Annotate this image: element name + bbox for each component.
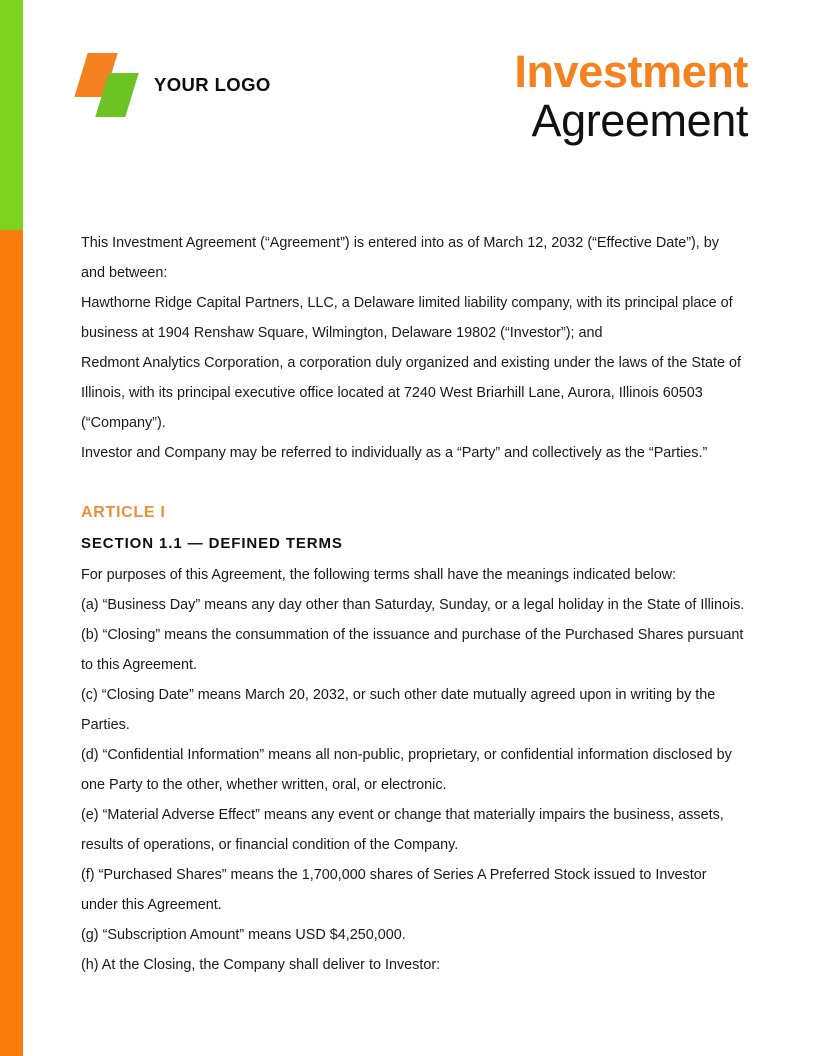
section-heading: SECTION 1.1 — DEFINED TERMS [81,535,343,552]
intro-paragraph: Investor and Company may be referred to individually as a “Party” and collectively as the “Parties.” [81,445,708,461]
sidebar-accent-stripe-green [0,0,23,230]
document-body [81,228,746,980]
logo-block [81,53,271,117]
article-heading: ARTICLE I [81,504,166,521]
intro-paragraph: Hawthorne Ridge Capital Partners, LLC, a Delaware limited liability company, with its principal place of business at 1904 Renshaw Square, Wilmington, Delaware 19802 (“Investor”); and [81,295,733,341]
sidebar-accent-stripe-orange [0,230,23,1056]
document-header [81,48,748,178]
definition-item: (e) “Material Adverse Effect” means any event or change that materially impairs the business, assets, results of operations, or financial condition of the Company. [81,807,724,853]
intro-paragraph: Redmont Analytics Corporation, a corporation duly organized and existing under the laws of the State of Illinois, with its principal executive office located at 7240 West Briarhill Lane, Aurora, Illinois 60503 (“Company”). [81,355,741,431]
definition-item: (g) “Subscription Amount” means USD $4,250,000. [81,927,406,943]
page-title [514,48,748,145]
intro-paragraph: This Investment Agreement (“Agreement”) is entered into as of March 12, 2032 (“Effective Date”), by and between: [81,235,720,281]
page-title-line-1: Investment [514,46,748,97]
definition-item: (a) “Business Day” means any day other than Saturday, Sunday, or a legal holiday in the State of Illinois. [81,597,745,613]
definition-item: (b) “Closing” means the consummation of the issuance and purchase of the Purchased Shares pursuant to this Agreement. [81,627,744,673]
logo-mark-icon [81,53,139,117]
section-intro-paragraph: For purposes of this Agreement, the following terms shall have the meanings indicated below: [81,567,677,583]
definition-item: (h) At the Closing, the Company shall deliver to Investor: [81,957,441,973]
definition-item: (f) “Purchased Shares” means the 1,700,000 shares of Series A Preferred Stock issued to Investor under this Agreement. [81,867,707,913]
logo-text: YOUR LOGO [154,74,271,95]
definition-item: (d) “Confidential Information” means all non-public, proprietary, or confidential information disclosed by one Party to the other, whether written, oral, or electronic. [81,747,732,793]
page-title-line-2: Agreement [531,94,748,146]
definition-item: (c) “Closing Date” means March 20, 2032, or such other date mutually agreed upon in writing by the Parties. [81,687,716,733]
